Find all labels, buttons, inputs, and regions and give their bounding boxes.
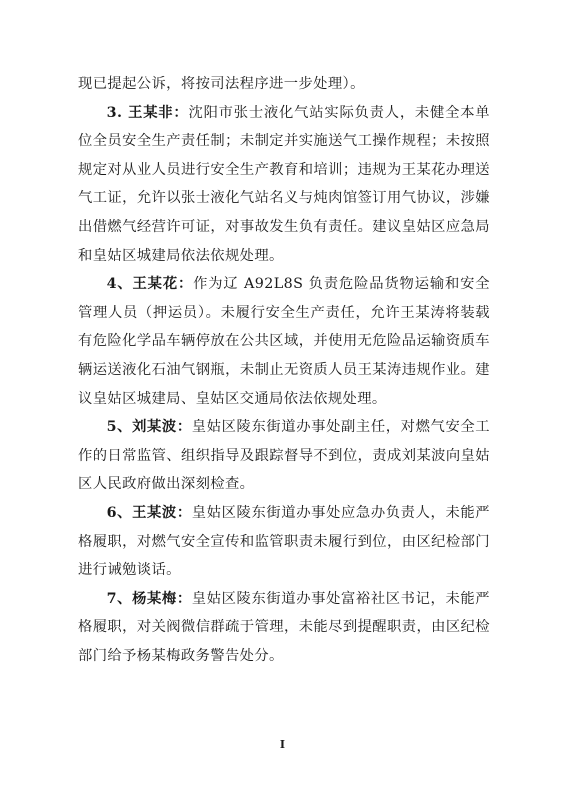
paragraph-item-7 — [78, 585, 490, 671]
paragraph-item-6 — [78, 499, 490, 585]
paragraph-lead: 6、王某波： — [106, 504, 192, 521]
document-body — [78, 70, 490, 670]
paragraph-continuation — [78, 70, 490, 99]
paragraph-text: 皇姑区陵东街道办事处应急办负责人，未能严格履职，对燃气安全宣传和监管职责未履行到位，由区纪检部门进行诫勉谈话。 — [78, 504, 490, 579]
paragraph-text: 现已提起公诉，将按司法程序进一步处理）。 — [78, 76, 365, 92]
paragraph-text: 皇姑区陵东街道办事处富裕社区书记，未能严格履职，对关阀微信群疏于管理，未能尽到提醒职责，由区纪检部门给予杨某梅政务警告处分。 — [78, 590, 490, 664]
paragraph-text: 沈阳市张士液化气站实际负责人，未健全本单位全员安全生产责任制；未制定并实施送气工操作规程；未按照规定对从业人员进行安全生产教育和培训；违规为王某花办理送气工证，允许以张士液化气站名义与炖肉馆签订用气协议，涉嫌出借燃气经营许可证，对事故发生负有责任。建议皇姑区应急局和皇姑区城建局依法依规处理。 — [78, 104, 491, 264]
paragraph-item-4 — [78, 270, 490, 413]
paragraph-text: 皇姑区陵东街道办事处副主任，对燃气安全工作的日常监管、组织指导及跟踪督导不到位，责成刘某波向皇姑区人民政府做出深刻检查。 — [78, 419, 490, 493]
paragraph-text: 作为辽 A92L8S 负责危险品货物运输和安全管理人员（押运员）。未履行安全生产责任，允许王某涛将装载有危险化学品车辆停放在公共区域，并使用无危险品运输资质车辆运送液化石油气钢瓶，未制止无资质人员王某涛违规作业。建议皇姑区城建局、皇姑区交通局依法依规处理。 — [78, 276, 490, 407]
paragraph-item-5 — [78, 413, 490, 499]
paragraph-lead: 3. 王某非： — [106, 104, 189, 121]
paragraph-lead: 7、杨某梅： — [106, 590, 192, 607]
paragraph-lead: 4、王某花： — [106, 276, 194, 293]
page-number: I — [279, 738, 286, 751]
paragraph-item-3 — [78, 99, 490, 271]
paragraph-lead: 5、刘某波： — [106, 419, 192, 436]
